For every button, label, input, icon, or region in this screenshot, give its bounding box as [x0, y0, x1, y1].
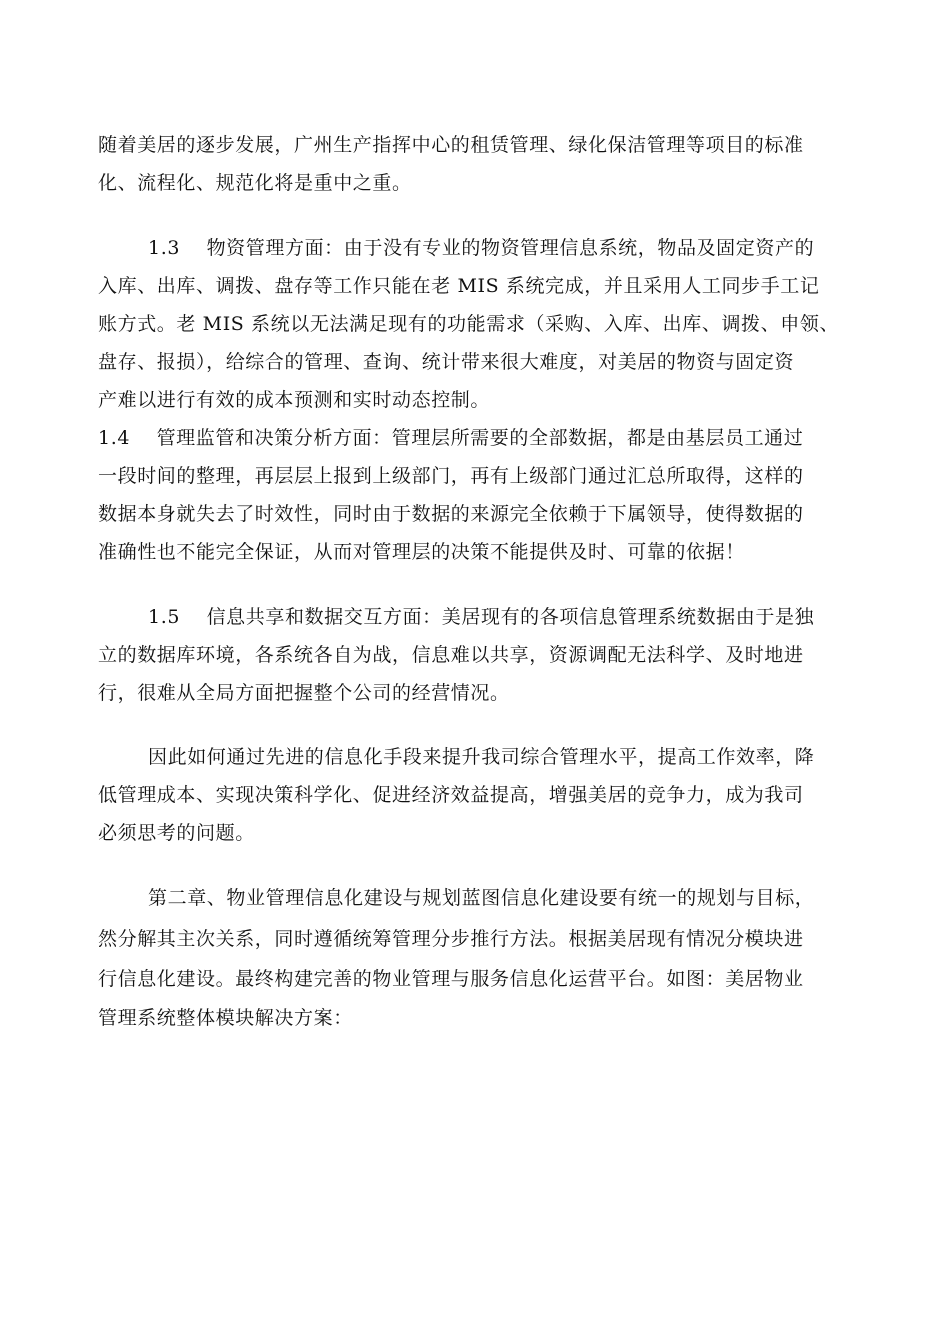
text-line: 1.5 信息共享和数据交互方面：美居现有的各项信息管理系统数据由于是独 — [148, 606, 815, 628]
text-line: 然分解其主次关系，同时遵循统筹管理分步推行方法。根据美居现有情况分模块进 — [98, 928, 804, 950]
text-line: 低管理成本、实现决策科学化、促进经济效益提高，增强美居的竞争力，成为我司 — [98, 784, 804, 806]
text-line: 行信息化建设。最终构建完善的物业管理与服务信息化运营平台。如图：美居物业 — [98, 968, 804, 990]
text-line: 化、流程化、规范化将是重中之重。 — [98, 172, 412, 194]
text-line: 盘存、报损），给综合的管理、查询、统计带来很大难度，对美居的物资与固定资 — [98, 351, 795, 373]
text-line: 1.4 管理监管和决策分析方面：管理层所需要的全部数据，都是由基层员工通过 — [98, 427, 804, 449]
text-line: 准确性也不能完全保证，从而对管理层的决策不能提供及时、可靠的依据！ — [98, 541, 745, 563]
text-line: 因此如何通过先进的信息化手段来提升我司综合管理水平，提高工作效率，降 — [148, 746, 815, 768]
text-line: 管理系统整体模块解决方案： — [98, 1007, 353, 1029]
text-line: 必须思考的问题。 — [98, 822, 255, 844]
text-line: 一段时间的整理，再层层上报到上级部门，再有上级部门通过汇总所取得，这样的 — [98, 465, 804, 487]
text-line: 立的数据库环境，各系统各自为战，信息难以共享，资源调配无法科学、及时地进 — [98, 644, 804, 666]
text-line: 行，很难从全局方面把握整个公司的经营情况。 — [98, 682, 510, 704]
text-line: 账方式。老 MIS 系统以无法满足现有的功能需求（采购、入库、出库、调拨、申领、 — [98, 313, 840, 335]
text-line: 数据本身就失去了时效性，同时由于数据的来源完全依赖于下属领导，使得数据的 — [98, 503, 804, 525]
text-line: 入库、出库、调拨、盘存等工作只能在老 MIS 系统完成，并且采用人工同步手工记 — [98, 275, 820, 297]
text-line: 产难以进行有效的成本预测和实时动态控制。 — [98, 389, 491, 411]
text-line: 1.3 物资管理方面：由于没有专业的物资管理信息系统，物品及固定资产的 — [148, 237, 815, 259]
text-line: 第二章、物业管理信息化建设与规划蓝图信息化建设要有统一的规划与目标， — [148, 887, 815, 909]
text-line: 随着美居的逐步发展，广州生产指挥中心的租赁管理、绿化保洁管理等项目的标准 — [98, 134, 804, 156]
